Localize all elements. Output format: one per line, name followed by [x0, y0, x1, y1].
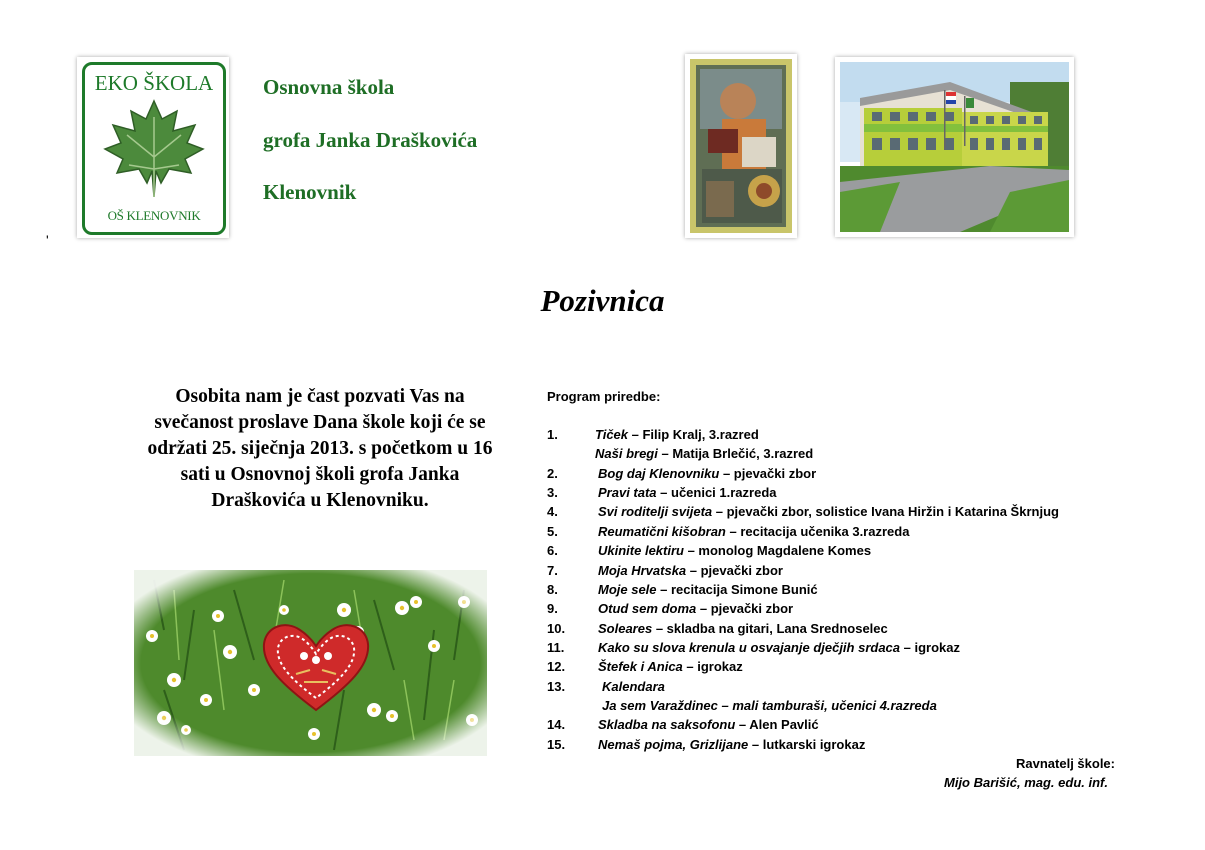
program-item-title: Naši bregi: [595, 446, 658, 461]
program-item-title: Ukinite lektiru: [598, 543, 684, 558]
logo-frame: [82, 62, 226, 235]
program-item-performer: – monolog Magdalene Komes: [683, 543, 872, 558]
program-item-number: 6.: [547, 543, 558, 558]
stray-mark: ': [46, 232, 49, 248]
program-item-performer: – igrokaz: [682, 659, 743, 674]
program-item-number: 13.: [547, 679, 566, 694]
program-item-number: 9.: [547, 601, 558, 616]
program-item-performer: – pjevački zbor: [686, 563, 783, 578]
program-item-number: 12.: [547, 659, 566, 674]
program-item-title: Skladba na saksofonu: [598, 717, 736, 732]
program-heading: Program priredbe:: [547, 389, 661, 404]
program-item-title: Moje sele: [598, 582, 657, 597]
program-item-title: Moja Hrvatska: [598, 563, 687, 578]
maple-leaf-icon: [99, 97, 209, 201]
signature-name: Mijo Barišić, mag. edu. inf.: [944, 775, 1108, 790]
program-item-title: Nemaš pojma, Grizlijane: [598, 737, 749, 752]
program-item-title: Kalendara: [602, 679, 665, 694]
school-building-photo: [835, 57, 1074, 237]
program-item-title: Reumatični kišobran: [598, 524, 726, 539]
logo-bottom-text: OŠ KLENOVNIK: [107, 208, 201, 223]
mosaic-image: [690, 59, 792, 233]
program-item-performer: – igrokaz: [900, 640, 960, 655]
program-item-title: Pravi tata: [598, 485, 657, 500]
program-item-performer: – pjevački zbor, solistice Ivana Hiržin i Katarina Škrnjug: [712, 504, 1059, 519]
logo-top-text: EKO ŠKOLA: [94, 71, 214, 95]
program-item-performer: – Alen Pavlić: [735, 717, 819, 732]
program-item-title: Svi roditelji svijeta: [598, 504, 713, 519]
meadow-heart-photo: [134, 570, 487, 756]
program-item-performer: – recitacija Simone Bunić: [656, 582, 818, 597]
school-name-line-3: Klenovnik: [263, 180, 357, 204]
program-item-performer: – pjevački zbor: [719, 466, 817, 481]
program-item-number: 10.: [547, 621, 566, 636]
program-item-performer: – recitacija učenika 3.razreda: [725, 524, 910, 539]
program-item-title: Soleares: [598, 621, 653, 636]
program-item-title: Bog daj Klenovniku: [598, 466, 720, 481]
signature-role: Ravnatelj škole:: [1016, 756, 1115, 771]
page-title: Pozivnica: [540, 283, 665, 318]
program-item-title: Otud sem doma: [598, 601, 697, 616]
school-name-line-1: Osnovna škola: [263, 75, 395, 99]
program-item-number: 8.: [547, 582, 558, 597]
program-item-number: 1.: [547, 427, 558, 442]
invitation-text: Osobita nam je čast pozvati Vas na svečanost proslave Dana škole koji će se održati 25. siječnja 2013. s početkom u 16 sati u Osnovnoj školi grofa Janka Draškovića u Klenovniku.: [147, 386, 493, 511]
program-item-number: 5.: [547, 524, 558, 539]
building-image: [840, 62, 1069, 232]
program-item-performer: – pjevački zbor: [696, 601, 794, 616]
program-item-performer: – Matija Brlečić, 3.razred: [657, 446, 814, 461]
program-item-title: Kako su slova krenula u osvajanje dječjih srdaca: [598, 640, 901, 655]
program-item-performer: – Filip Kralj, 3.razred: [628, 427, 759, 442]
program-item-title: Ja sem Varaždinec – mali tamburaši, učenici 4.razreda: [602, 698, 937, 713]
program-item-number: 2.: [547, 466, 558, 481]
school-logo: [77, 57, 229, 238]
program-item-number: 7.: [547, 563, 558, 578]
program-item-title: Štefek i Anica: [598, 659, 683, 674]
program-item-title: Tiček: [595, 427, 629, 442]
program-item-performer: – skladba na gitari, Lana Srednoselec: [652, 621, 888, 636]
program-item-performer: – učenici 1.razreda: [656, 485, 777, 500]
program-item-number: 14.: [547, 717, 566, 732]
school-name-line-2: grofa Janka Draškovića: [263, 128, 478, 152]
program-item-number: 11.: [547, 640, 565, 655]
program-item-number: 15.: [547, 737, 566, 752]
program-item-number: 3.: [547, 485, 558, 500]
program-item-performer: – lutkarski igrokaz: [748, 737, 866, 752]
mosaic-photo: [685, 54, 797, 238]
program-item-number: 4.: [547, 504, 558, 519]
